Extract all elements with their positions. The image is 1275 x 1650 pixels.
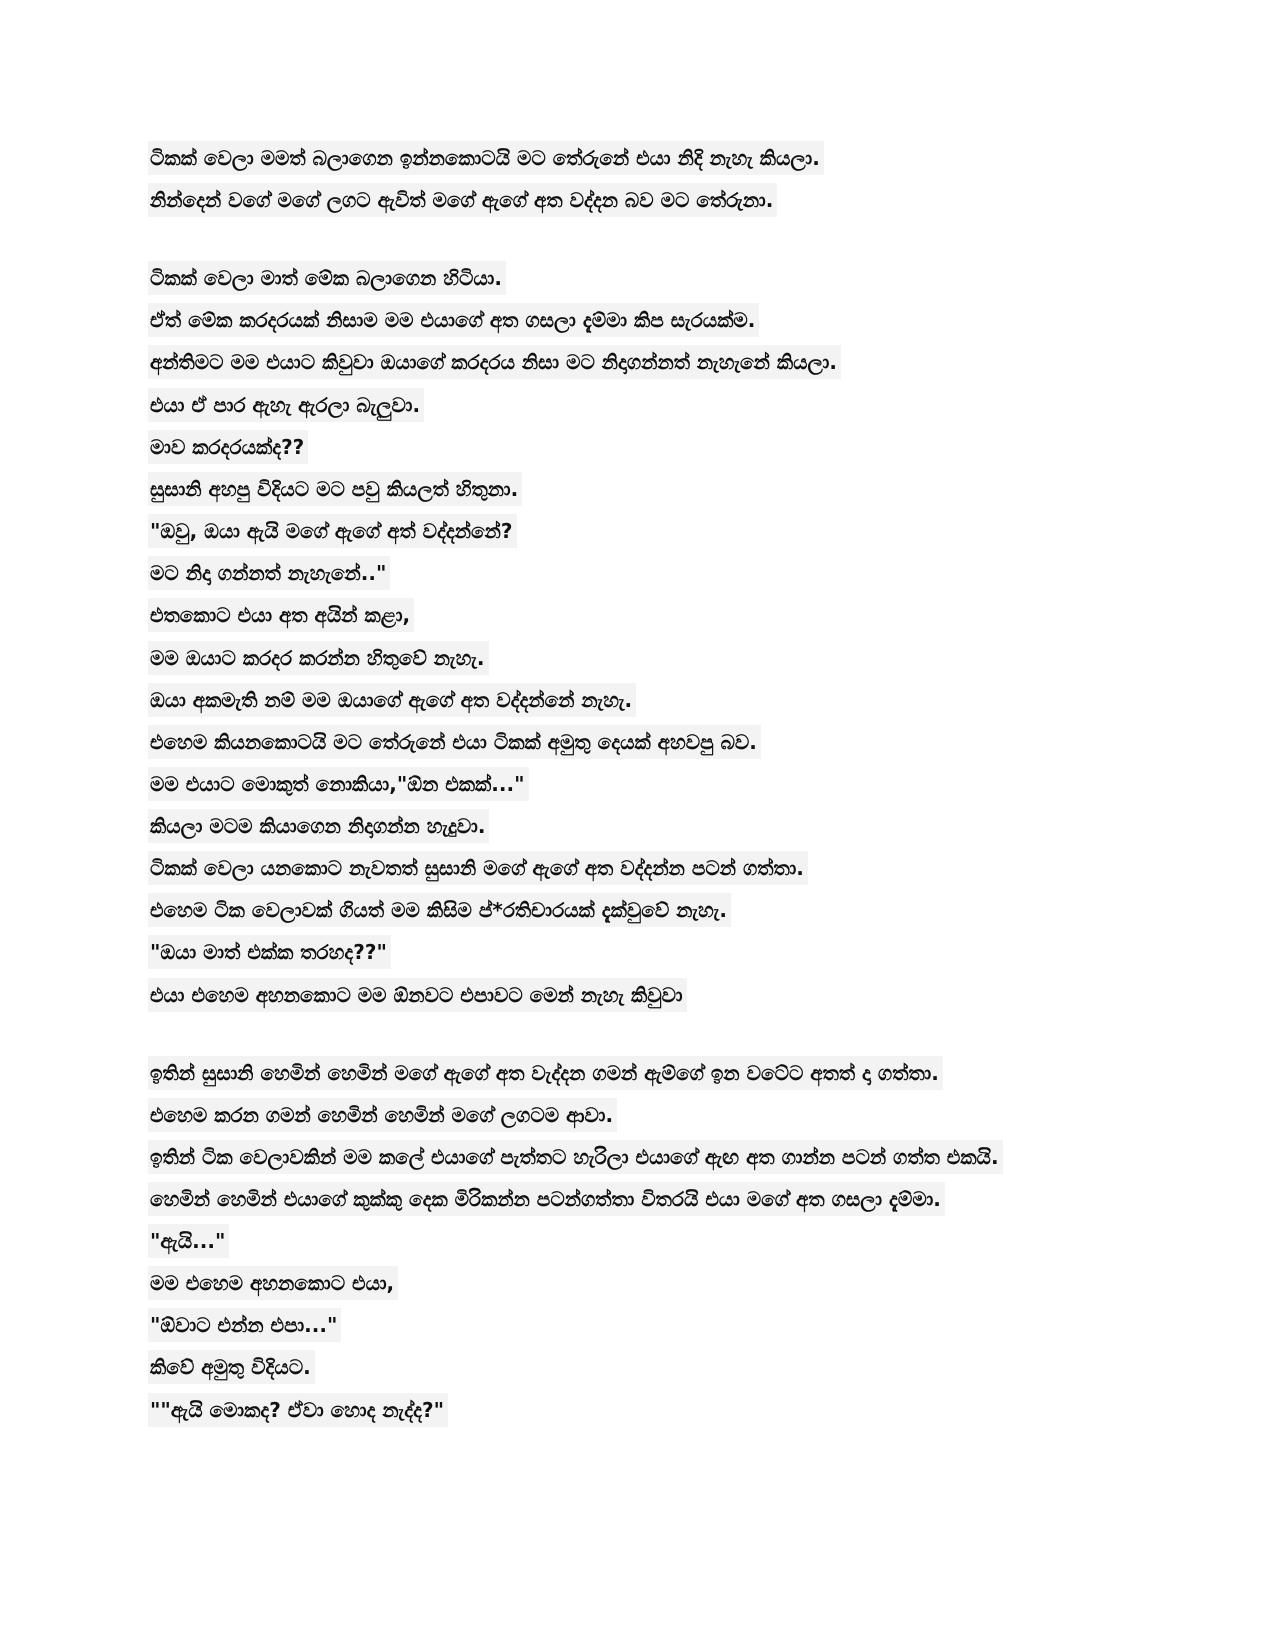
text-line: එතකොට එයා අත අයින් කළා,	[148, 598, 414, 632]
text-line: මම ඔයාට කරදර කරන්න හිතුවේ නැහැ.	[148, 641, 489, 675]
text-line: එයා ඒ පාර ඇහැ ඇරලා බැලුවා.	[148, 388, 424, 422]
text-line: ටිකක් වෙලා මමත් බලාගෙන ඉන්නකොටයි මට තේරුනේ එයා නිදි නැහැ කියලා.	[148, 141, 824, 175]
text-line: මට නිදා ගන්නත් නැහැනේ.."	[148, 556, 390, 590]
text-line: "ඇයි..."	[148, 1224, 229, 1258]
text-line: කියලා මටම කියාගෙන නිදාගන්න හැදුවා.	[148, 809, 489, 843]
text-line: අන්තිමට මම එයාට කිවුවා ඔයාගේ කරදරය නිසා මට නිදාගන්නත් නැහැනේ කියලා.	[148, 345, 841, 379]
text-line: ඉතින් සුසානි හෙමින් හෙමින් මගේ ඇගේ අත වැද්දන ගමන් ඇම්ගේ ඉන වටේට අතත් දා ගත්තා.	[148, 1056, 943, 1090]
text-line: එහෙම කරන ගමන් හෙමින් හෙමින් මගේ ලගටම ආවා.	[148, 1098, 617, 1132]
text-line: හෙමින් හෙමින් එයාගේ කුක්කු දෙක මිරිකන්න පටන්ගත්තා විතරයි එයා මගේ අත ගසලා දැම්මා.	[148, 1182, 945, 1216]
text-line: ඔයා අකමැති නම් මම ඔයාගේ ඇගේ අත වද්දන්නේ නැහැ.	[148, 683, 636, 717]
text-line: ඉතින් ටික වෙලාවකින් මම කලේ එයාගේ පැත්තට හැරිලා එයාගේ ඇඟ අත ගාන්න පටන් ගත්ත එකයි.	[148, 1140, 1003, 1174]
text-line: "ඕවාට එන්න එපා..."	[148, 1308, 341, 1342]
text-line: එහෙම ටික වෙලාවක් ගියත් මම කිසිම ප්*රතිචාරයක් දැක්වුවේ නැහැ.	[148, 893, 731, 927]
text-line: "ඔයා මාත් එක්ක තරහද??"	[148, 935, 391, 969]
text-line: "ඔවු, ඔයා ඇයි මගේ ඇගේ අත් වද්දන්නේ?	[148, 514, 517, 548]
text-line: මම එයාට මොකුත් නොකියා,"ඕන එකක්..."	[148, 767, 529, 801]
text-line: මාව කරදරයක්ද??	[148, 430, 308, 464]
text-line: නින්දෙන් වගේ මගේ ලගට ඇවිත් මගේ ඇගේ අත වද්දන බව මට තේරුනා.	[148, 183, 777, 217]
text-line: ටිකක් වෙලා යනකොට නැවතත් සුසානි මගේ ඇගේ අත වද්දන්න පටන් ගත්තා.	[148, 851, 808, 885]
text-line: එයා එහෙම අහනකොට මම ඕනවට එපාවට මෙන් නැහැ කිවුවා	[148, 978, 687, 1012]
text-line: සුසානි අහපු විදියට මට පවු කියලත් හිතුනා.	[148, 472, 522, 506]
text-line: කිවේ අමුතු විදියට.	[148, 1350, 315, 1384]
text-line: ""ඇයි මොකද? ඒවා හොද නැද්ද?"	[148, 1393, 448, 1427]
text-line: මම එහෙම අහනකොට එයා,	[148, 1266, 398, 1300]
text-line: ටිකක් වෙලා මාත් මේක බලාගෙන හිටියා.	[148, 261, 506, 295]
text-line: එහෙම කියනකොටයි මට තේරුනේ එයා ටිකක් අමුතු දෙයක් අහවපු බව.	[148, 725, 761, 759]
text-line: ඒත් මේක කරදරයක් නිසාම මම එයාගේ අත ගසලා දැම්මා කිප සැරයක්ම.	[148, 303, 759, 337]
